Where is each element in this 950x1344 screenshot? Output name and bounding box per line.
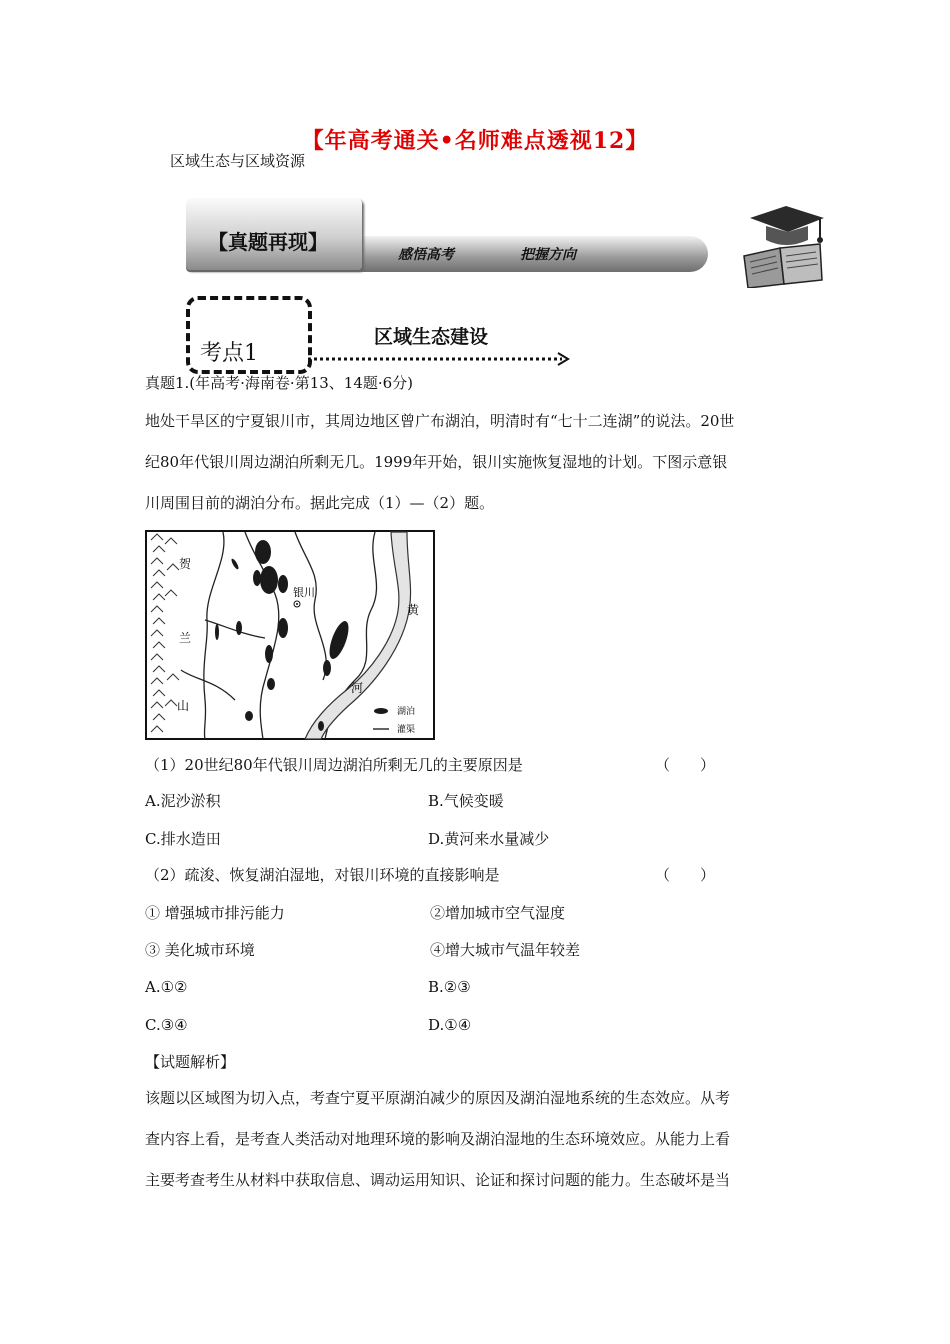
map-label-he: 贺 xyxy=(179,557,192,571)
q2-option-a: A.①② xyxy=(145,978,188,996)
q1-option-d: D.黄河来水量减少 xyxy=(428,830,550,848)
banner-slogan-1: 感悟高考 xyxy=(398,247,454,263)
question-source: 真题1.(年高考·海南卷·第13、14题·6分) xyxy=(145,374,414,392)
q2-stem: （2）疏浚、恢复湖泊湿地，对银川环境的直接影响是 xyxy=(145,866,500,884)
section-banner xyxy=(186,196,710,276)
page-subtitle: 区域生态与区域资源 xyxy=(170,152,306,170)
q1-stem: （1）20世纪80年代银川周边湖泊所剩无几的主要原因是 xyxy=(145,756,523,774)
map-label-huang: 黄 xyxy=(407,603,420,617)
q1-option-c: C.排水造田 xyxy=(145,830,221,848)
q2-option-b: B.②③ xyxy=(428,978,471,996)
question-line-3: 川周围目前的湖泊分布。据此完成（1）—（2）题。 xyxy=(145,494,495,512)
yinchuan-lake-map xyxy=(145,530,435,740)
map-label-lan: 兰 xyxy=(179,631,192,645)
analysis-line-3: 主要考查考生从材料中获取信息、调动运用知识、论证和探讨问题的能力。生态破坏是当 xyxy=(145,1171,731,1189)
dotted-arrow-icon xyxy=(306,352,570,366)
analysis-line-1: 该题以区域图为切入点，考查宁夏平原湖泊减少的原因及湖泊湿地系统的生态效应。从考 xyxy=(145,1089,731,1107)
graduation-book-icon xyxy=(740,204,826,288)
q2-option-d: D.①④ xyxy=(428,1016,472,1034)
banner-tab xyxy=(186,198,362,270)
banner-tab-label: 【真题再现】 xyxy=(208,230,328,254)
q2-statement-1: ① 增强城市排污能力 xyxy=(145,904,285,922)
q1-option-a: A.泥沙淤积 xyxy=(145,792,221,810)
banner-slogan-2: 把握方向 xyxy=(520,247,576,263)
analysis-heading: 【试题解析】 xyxy=(145,1053,236,1071)
q2-statement-2: ②增加城市空气湿度 xyxy=(430,904,566,922)
question-line-2: 纪80年代银川周边湖泊所剩无几。1999年开始，银川实施恢复湿地的计划。下图示意银 xyxy=(145,453,728,471)
q2-statement-3: ③ 美化城市环境 xyxy=(145,941,255,959)
q1-option-b: B.气候变暖 xyxy=(428,792,504,810)
q2-statement-4: ④增大城市气温年较差 xyxy=(430,941,581,959)
section-label: 考点1 xyxy=(200,341,258,366)
map-label-city: 银川 xyxy=(293,586,315,599)
q1-answer-paren: （ ） xyxy=(655,756,716,774)
legend-lake: 湖泊 xyxy=(397,707,416,717)
analysis-line-2: 查内容上看，是考查人类活动对地理环境的影响及湖泊湿地的生态环境效应。从能力上看 xyxy=(145,1130,731,1148)
q2-option-c: C.③④ xyxy=(145,1016,188,1034)
map-label-river: 河 xyxy=(351,681,364,695)
question-line-1: 地处干旱区的宁夏银川市，其周边地区曾广布湖泊，明清时有“七十二连湖”的说法。20世 xyxy=(145,412,735,430)
section-topic: 区域生态建设 xyxy=(374,326,489,348)
map-label-shan: 山 xyxy=(177,699,190,713)
q2-answer-paren: （ ） xyxy=(655,866,716,884)
legend-canal: 灌渠 xyxy=(397,725,416,735)
page-title: 【年高考通关•名师难点透视12】 xyxy=(301,128,649,154)
